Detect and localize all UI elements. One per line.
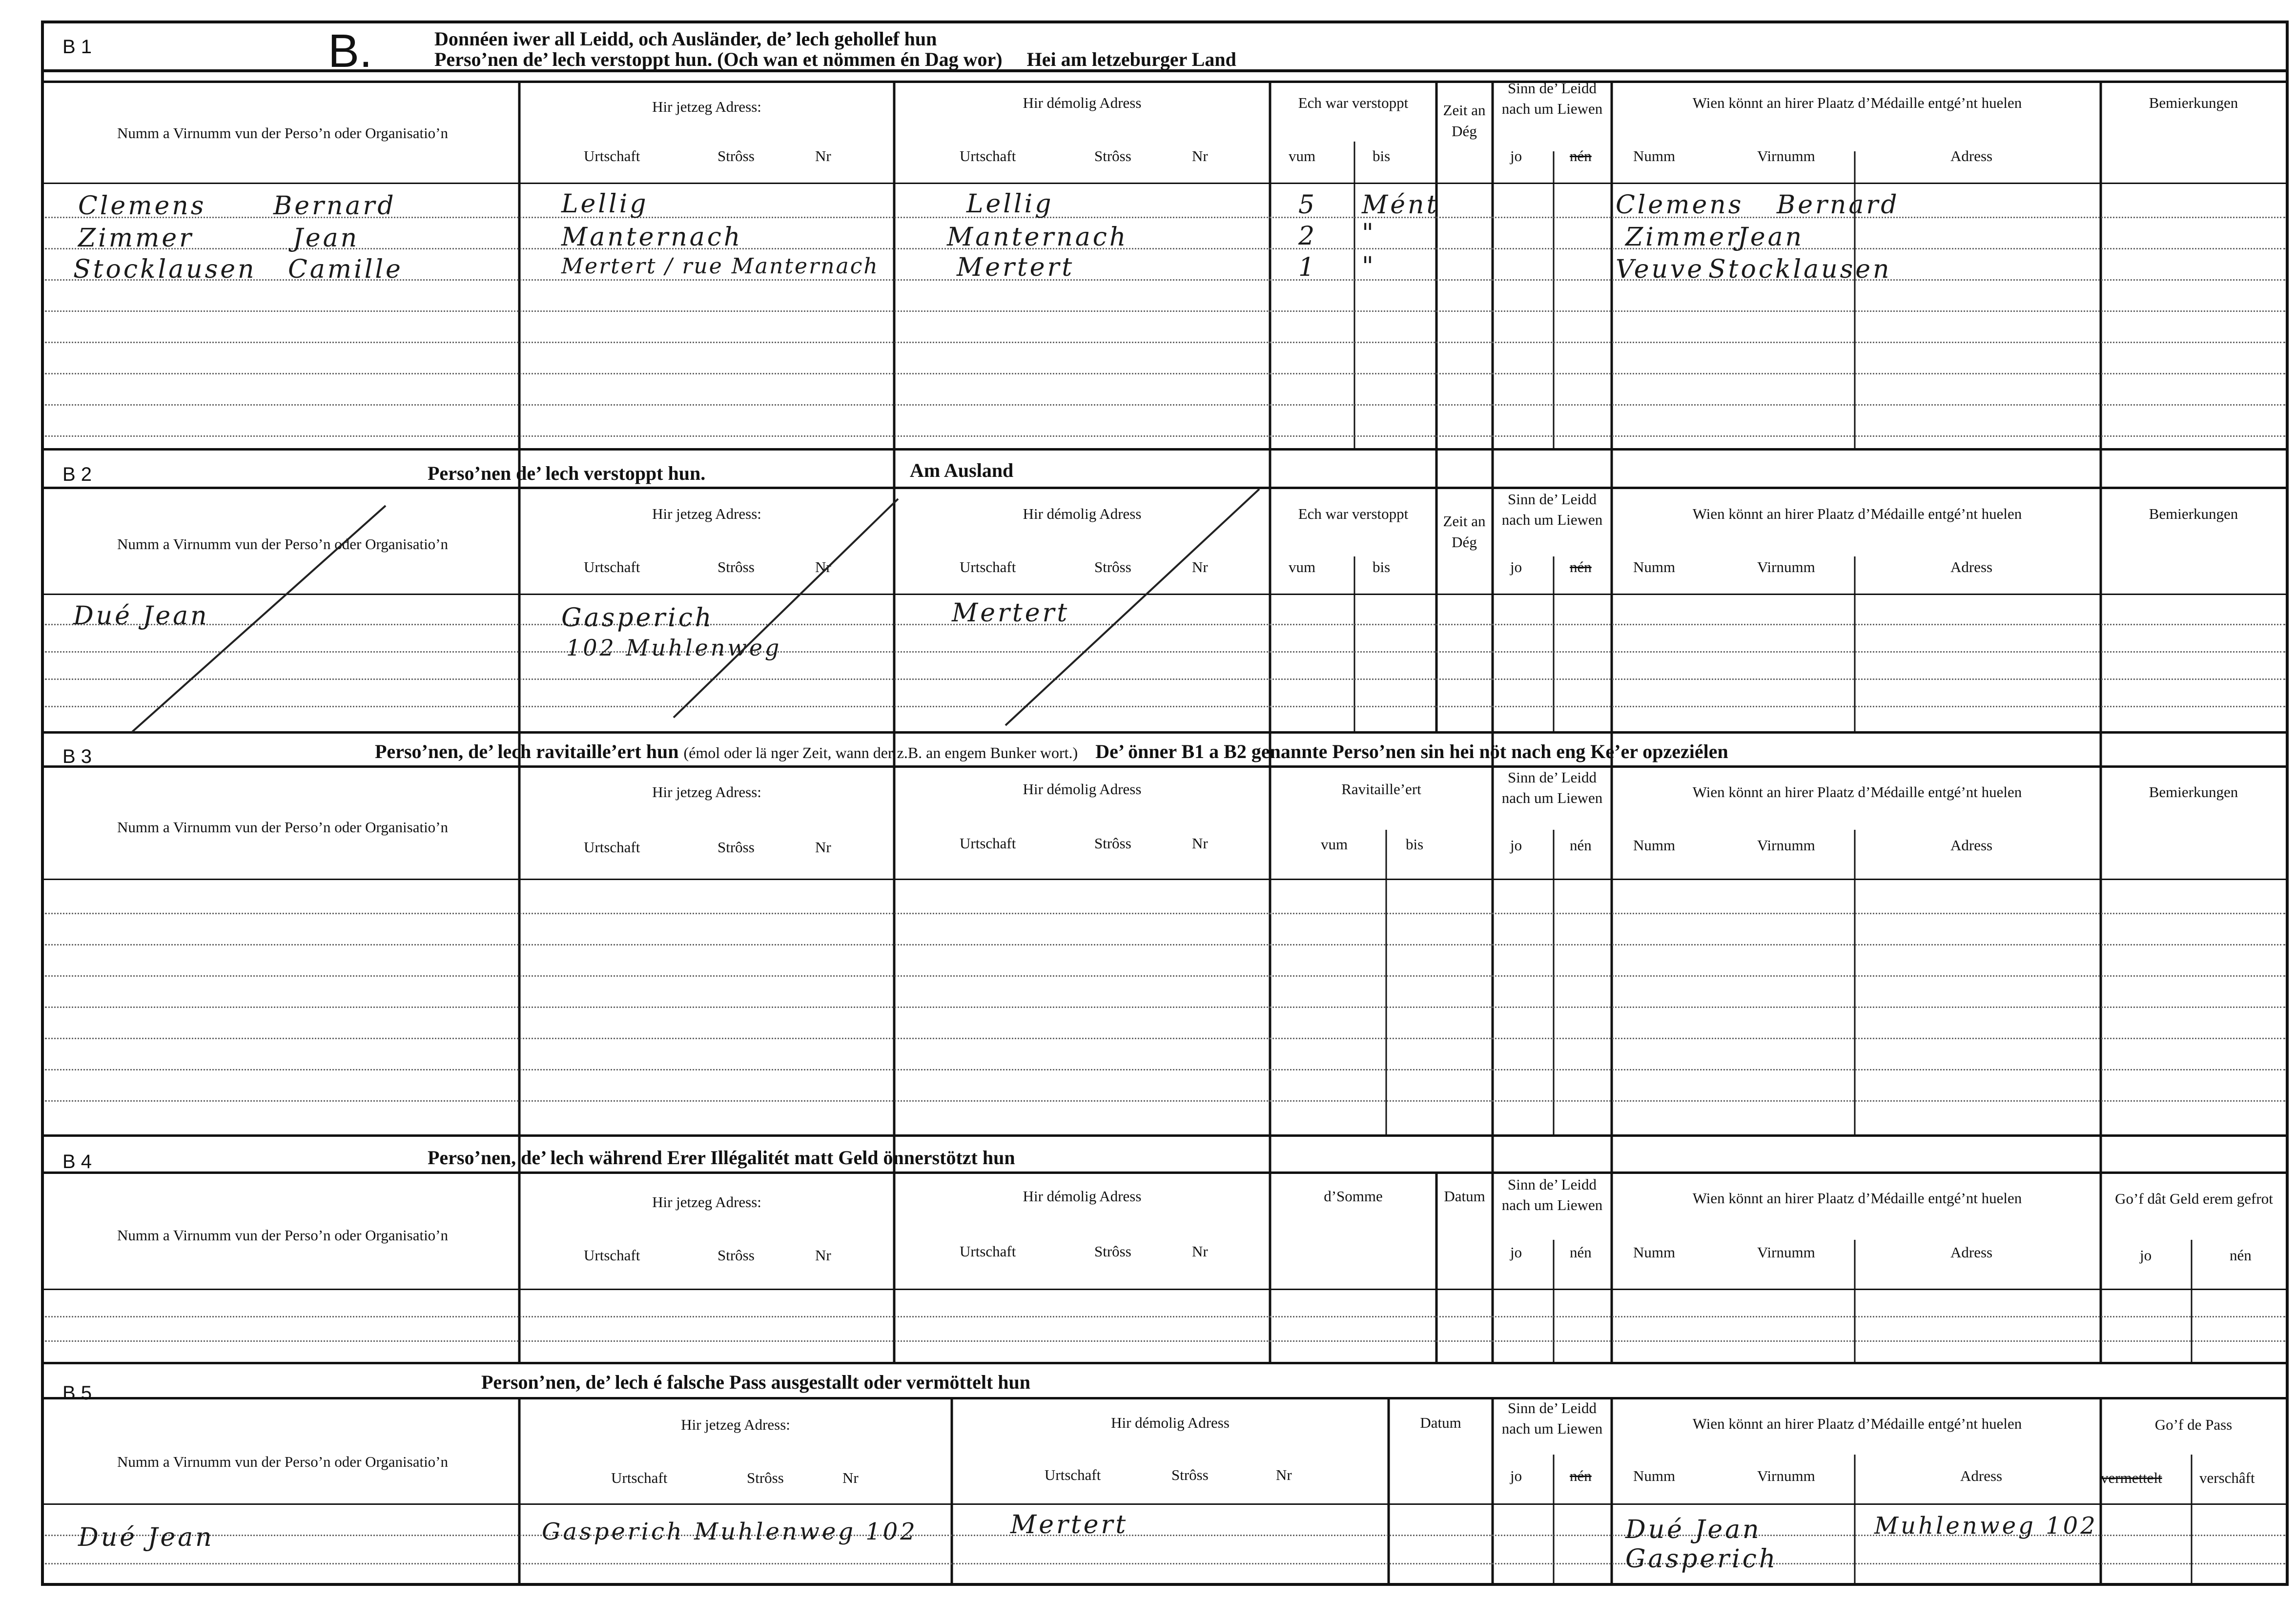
- b4-current-nr: Nr: [815, 1247, 831, 1264]
- rule: [41, 1289, 2289, 1290]
- b2-col-remarks: Bemierkungen: [2149, 505, 2238, 522]
- b2-m-name: Numm: [1633, 558, 1676, 575]
- b1-title-tail: Hei am letzeburger Land: [1026, 48, 1236, 70]
- b5-col-current: Hir jetzeg Adress:: [681, 1416, 790, 1433]
- b4-former-nr: Nr: [1192, 1243, 1208, 1260]
- b5-former-street: Strôss: [1171, 1466, 1209, 1483]
- b5-m-addr: Adress: [1960, 1467, 2003, 1484]
- rule: [41, 448, 2289, 451]
- b1-r2-former: Manternach: [947, 223, 1128, 252]
- b5-former-place: Urtschaft: [1045, 1466, 1101, 1483]
- b3-yes: jo: [1510, 837, 1522, 854]
- b1-current-street: Strôss: [718, 147, 755, 164]
- b4-col-current: Hir jetzeg Adress:: [652, 1193, 761, 1211]
- b2-r1-current-1: Gasperich: [561, 603, 714, 633]
- b4-col-date: Datum: [1444, 1188, 1485, 1205]
- b5-former-nr: Nr: [1276, 1466, 1292, 1483]
- b5-current-street: Strôss: [747, 1469, 784, 1486]
- b5-m-name: Numm: [1633, 1467, 1676, 1484]
- b1-r2-first: Jean: [293, 224, 360, 253]
- b2-m-addr: Adress: [1950, 558, 1993, 575]
- b1-from: vum: [1289, 147, 1316, 164]
- b1-former-place: Urtschaft: [960, 147, 1016, 164]
- b5-r1-name: Dué Jean: [78, 1523, 214, 1552]
- b5-title: Person’nen, de’ lech é falsche Pass ausgestallt oder vermöttelt hun: [481, 1371, 1031, 1393]
- b1-no: nén: [1570, 147, 1592, 164]
- b1-to: bis: [1373, 147, 1391, 164]
- b2-r1-former: Mertert: [952, 598, 1070, 628]
- b2-current-nr: Nr: [815, 558, 831, 575]
- b2-m-first: Virnumm: [1757, 558, 1815, 575]
- b1-r1-first: Bernard: [273, 191, 396, 221]
- b5-r1-m-name: Dué Jean: [1625, 1515, 1762, 1544]
- b1-r3-former: Mertert: [957, 253, 1075, 282]
- b1-r3-to: ": [1362, 252, 1376, 281]
- b2-r1-current-2: 102 Muhlenweg: [566, 635, 782, 661]
- b5-yes: jo: [1510, 1467, 1522, 1484]
- b1-col-hidden: Ech war verstoppt: [1298, 94, 1409, 111]
- b5-current-nr: Nr: [842, 1469, 859, 1486]
- ruling-line: [45, 435, 2285, 437]
- b3-col-current: Hir jetzeg Adress:: [652, 783, 761, 801]
- rule: [41, 1362, 2289, 1364]
- b2-col-lives: Sinn de’ Leidd nach um Liewen: [1501, 491, 1603, 528]
- b4-former-street: Strôss: [1094, 1243, 1131, 1260]
- b1-r2-m-first: Jean: [1738, 223, 1804, 252]
- b5-col-name: Numm a Virnumm vun der Perso’n oder Organisatio’n: [117, 1453, 449, 1470]
- ruling-line: [45, 913, 2285, 914]
- b2-former-place: Urtschaft: [960, 558, 1016, 575]
- b4-yes: jo: [1510, 1244, 1522, 1261]
- b3-title-small: (émol oder lä nger Zeit, wann der z.B. an engem Bunker wort.): [683, 744, 1078, 761]
- section-code-b4: B 4: [62, 1151, 92, 1172]
- b2-former-nr: Nr: [1192, 558, 1208, 575]
- b1-col-former: Hir démolig Adress: [1023, 94, 1142, 111]
- b3-col-name: Numm a Virnumm vun der Perso’n oder Organisatio’n: [117, 819, 449, 836]
- b1-r2-current: Manternach: [561, 223, 743, 252]
- b4-col-lives: Sinn de’ Leidd nach um Liewen: [1501, 1176, 1603, 1213]
- b5-current-place: Urtschaft: [611, 1469, 668, 1486]
- b3-from: vum: [1321, 836, 1348, 853]
- b2-to: bis: [1373, 558, 1391, 575]
- b3-m-first: Virnumm: [1757, 837, 1815, 854]
- ruling-line: [45, 1340, 2285, 1342]
- b1-col-current: Hir jetzeg Adress:: [652, 98, 761, 115]
- b4-former-place: Urtschaft: [960, 1243, 1016, 1260]
- b4-m-first: Virnumm: [1757, 1244, 1815, 1261]
- b1-title-main: Perso’nen de’ lech verstoppt hun. (Och wan et nömmen én Dag wor): [434, 48, 1003, 70]
- ruling-line: [45, 1069, 2285, 1070]
- b1-r2-to: ": [1362, 219, 1376, 248]
- b1-r1-m-first: Bernard: [1777, 190, 1900, 220]
- b1-title-line1: Donnéen iwer all Leidd, och Ausländer, de’ lech gehollef hun: [434, 28, 937, 50]
- rule: [41, 1397, 2289, 1399]
- b4-col-sum: d’Somme: [1324, 1188, 1383, 1205]
- ruling-line: [45, 975, 2285, 977]
- b3-title-tail: De’ önner B1 a B2 genannte Perso’nen sin hei nöt nach eng Ke’er opzeziélen: [1095, 740, 1728, 762]
- b5-col-medal: Wien könnt an hirer Plaatz d’Médaille entgé’nt huelen: [1692, 1415, 2022, 1432]
- rule: [41, 879, 2289, 880]
- b2-col-time: Zeit an Dég: [1443, 513, 1486, 551]
- b1-r3-first: Camille: [288, 255, 403, 284]
- b2-col-medal: Wien könnt an hirer Plaatz d’Médaille entgé’nt huelen: [1692, 505, 2022, 522]
- b1-title-line2: [434, 48, 1236, 71]
- b1-col-name: Numm a Virnumm vun der Perso’n oder Organisatio’n: [117, 124, 449, 142]
- b4-m-addr: Adress: [1950, 1244, 1993, 1261]
- b3-former-street: Strôss: [1094, 835, 1131, 852]
- form-letter: B.: [328, 25, 372, 77]
- ruling-line: [45, 1006, 2285, 1008]
- b1-m-first: Virnumm: [1757, 147, 1815, 164]
- ruling-line: [45, 248, 2285, 249]
- section-code-b2: B 2: [62, 464, 92, 485]
- b2-title: Perso’nen de’ lech verstoppt hun.: [428, 462, 706, 484]
- rule: [41, 765, 2289, 768]
- b2-title-tail: Am Ausland: [910, 459, 1014, 481]
- rule: [41, 1503, 2289, 1505]
- b3-former-place: Urtschaft: [960, 835, 1016, 852]
- b2-col-former: Hir démolig Adress: [1023, 505, 1142, 522]
- b5-pass-mediated: vermettelt: [2101, 1469, 2162, 1486]
- ruling-line: [45, 342, 2285, 343]
- b1-r2-m-name: Zimmer: [1625, 223, 1742, 252]
- b3-col-medal: Wien könnt an hirer Plaatz d’Médaille entgé’nt huelen: [1692, 783, 2022, 801]
- b3-col-remarks: Bemierkungen: [2149, 783, 2238, 801]
- b1-r1-to: Mént: [1362, 190, 1439, 220]
- b3-current-place: Urtschaft: [584, 839, 640, 856]
- b4-col-former: Hir démolig Adress: [1023, 1188, 1142, 1205]
- b1-col-remarks: Bemierkungen: [2149, 94, 2238, 111]
- b1-r1-name: Clemens: [78, 191, 206, 221]
- b2-current-street: Strôss: [718, 558, 755, 575]
- b1-col-medal: Wien könnt an hirer Plaatz d’Médaille entgé’nt huelen: [1692, 94, 2022, 111]
- b5-col-pass: Go’f de Pass: [2154, 1416, 2233, 1433]
- b1-former-nr: Nr: [1192, 147, 1208, 164]
- b3-col-lives: Sinn de’ Leidd nach um Liewen: [1501, 769, 1603, 806]
- ruling-line: [45, 310, 2285, 312]
- b1-col-lives: Sinn de’ Leidd nach um Liewen: [1501, 80, 1603, 117]
- b3-m-name: Numm: [1633, 837, 1676, 854]
- rule: [41, 594, 2289, 595]
- b2-current-place: Urtschaft: [584, 558, 640, 575]
- b2-yes: jo: [1510, 558, 1522, 575]
- b1-r3-name: Stocklausen: [73, 255, 257, 284]
- b3-title: Perso’nen, de’ lech ravitaille’ert hun: [375, 740, 679, 762]
- ruling-line: [45, 1563, 2285, 1564]
- b4-no: nén: [1570, 1244, 1592, 1261]
- ruling-line: [45, 706, 2285, 707]
- b4-money-no: nén: [2230, 1247, 2252, 1264]
- b1-current-place: Urtschaft: [584, 147, 640, 164]
- ruling-line: [45, 1100, 2285, 1102]
- ruling-line: [45, 651, 2285, 653]
- ruling-line: [45, 678, 2285, 680]
- b2-from: vum: [1289, 558, 1316, 575]
- rule: [41, 81, 2289, 83]
- b5-col-former: Hir démolig Adress: [1111, 1414, 1230, 1431]
- ruling-line: [45, 1038, 2285, 1039]
- b2-col-hidden: Ech war verstoppt: [1298, 505, 1409, 522]
- b1-r3-m-name: Veuve: [1616, 255, 1705, 284]
- b3-to: bis: [1406, 836, 1424, 853]
- ruling-line: [45, 1316, 2285, 1317]
- rule: [41, 487, 2289, 489]
- b3-no: nén: [1570, 837, 1592, 854]
- b4-current-street: Strôss: [718, 1247, 755, 1264]
- b3-m-addr: Adress: [1950, 837, 1993, 854]
- b5-r1-m-addr: Muhlenweg 102: [1874, 1512, 2098, 1540]
- b5-pass-issued: verschâft: [2199, 1469, 2255, 1486]
- b1-r2-name: Zimmer: [78, 224, 194, 253]
- b4-col-name: Numm a Virnumm vun der Perso’n oder Organisatio’n: [117, 1227, 449, 1244]
- b3-title-line: [375, 740, 1728, 763]
- section-code-b3: B 3: [62, 746, 92, 767]
- b4-money-yes: jo: [2140, 1247, 2152, 1264]
- ruling-line: [45, 373, 2285, 374]
- b4-title: Perso’nen, de’ lech während Erer Illégalitét matt Geld önnerstötzt hun: [428, 1147, 1015, 1169]
- b1-current-nr: Nr: [815, 147, 831, 164]
- b4-current-place: Urtschaft: [584, 1247, 640, 1264]
- ruling-line: [45, 944, 2285, 945]
- b1-former-street: Strôss: [1094, 147, 1131, 164]
- b2-no: nén: [1570, 558, 1592, 575]
- ruling-line: [45, 624, 2285, 625]
- b3-current-street: Strôss: [718, 839, 755, 856]
- b3-col-former: Hir démolig Adress: [1023, 780, 1142, 798]
- b4-col-medal: Wien könnt an hirer Plaatz d’Médaille entgé’nt huelen: [1692, 1190, 2022, 1207]
- b1-r1-former: Lellig: [966, 189, 1054, 219]
- b5-no: nén: [1570, 1467, 1592, 1484]
- b3-current-nr: Nr: [815, 839, 831, 856]
- b1-r3-current: Mertert / rue Manternach: [561, 254, 879, 279]
- ruling-line: [45, 404, 2285, 406]
- b3-former-nr: Nr: [1192, 835, 1208, 852]
- rule: [41, 1134, 2289, 1137]
- b1-r3-from: 1: [1298, 253, 1317, 282]
- section-code-b5: B 5: [62, 1382, 92, 1404]
- b3-col-supplied: Ravitaille’ert: [1341, 780, 1421, 798]
- b2-r1-name: Dué Jean: [73, 601, 209, 631]
- b5-col-date: Datum: [1420, 1414, 1461, 1431]
- b5-r1-m-addr-2: Gasperich: [1625, 1544, 1778, 1574]
- b1-r1-from: 5: [1298, 190, 1317, 220]
- b5-col-lives: Sinn de’ Leidd nach um Liewen: [1501, 1399, 1603, 1437]
- b5-m-first: Virnumm: [1757, 1467, 1815, 1484]
- b1-yes: jo: [1510, 147, 1522, 164]
- rule: [41, 183, 2289, 184]
- b1-r2-from: 2: [1298, 222, 1317, 251]
- b1-m-name: Numm: [1633, 147, 1676, 164]
- rule: [41, 731, 2289, 734]
- b2-col-current: Hir jetzeg Adress:: [652, 505, 761, 522]
- rule: [41, 1171, 2289, 1174]
- b1-r1-current: Lellig: [561, 189, 649, 219]
- b1-m-addr: Adress: [1950, 147, 1993, 164]
- b1-col-time: Zeit an Dég: [1443, 102, 1486, 140]
- b4-m-name: Numm: [1633, 1244, 1676, 1261]
- b5-r1-former: Mertert: [1010, 1510, 1128, 1540]
- b1-r3-m-first: Stocklausen: [1708, 255, 1892, 284]
- b2-former-street: Strôss: [1094, 558, 1131, 575]
- b2-col-name: Numm a Virnumm vun der Perso’n oder Organisatio’n: [117, 535, 449, 553]
- section-code-b1: B 1: [62, 36, 92, 58]
- b4-col-money: Go’f dât Geld erem gefrot: [2115, 1190, 2273, 1207]
- b1-r1-m-name: Clemens: [1616, 190, 1744, 220]
- b5-r1-current: Gasperich Muhlenweg 102: [542, 1518, 918, 1545]
